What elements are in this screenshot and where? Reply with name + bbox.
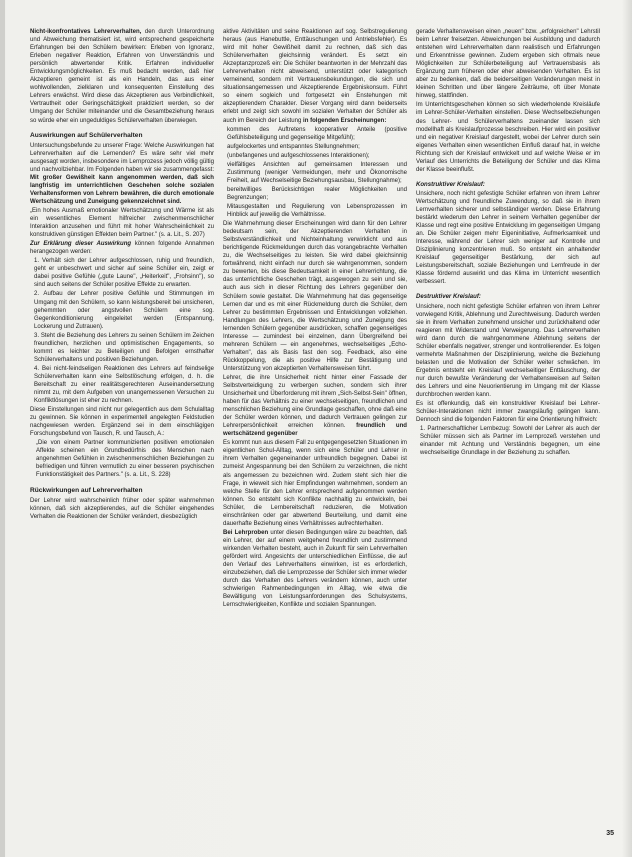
auswirkungen-bold: Mit großer Gewißheit kann angenommen werden, daß sich langfristig im unterrichtlichen Geschehen solche sozialen Verhaltensformen von Lehrern bewähren, die durch emotionale Wertschätzung und Zuneigung gekennzeichnet sind. (30, 174, 214, 205)
faktoren-list (416, 425, 600, 457)
erklaerung-bold: Zur Erklärung dieser Auswirkung (30, 241, 132, 248)
heading-konstruktiv: Konstruktiver Kreislauf: (416, 181, 485, 188)
list-item: 1. Verhält sich der Lehrer aufgeschlossen, ruhig und freundlich, geht er unbeschwert und sicher auf seine Schüler ein, zeigt er dabei positive Gefühle („gute Laune", „Heiterkeit", „Frohsinn"), so sind auch seitens der Schüler positive Effekte zu erwarten. (34, 258, 214, 289)
list-item: 1. Partnerschaftlicher Lernbezug: Sowohl der Lehrer als auch der Schüler müssen sich als Partner im Lernprozeß verstehen und einander mit Achtung und Verständnis begegnen, um eine wechselseitige Grundlage in der Beziehung zu schaffen. (420, 426, 600, 457)
paragraph-akzeptanz (223, 28, 407, 125)
heading-destruktiv: Destruktiver Kreislauf: (416, 294, 481, 301)
unsicherheit-text: Lehrer, die ihre Unsicherheit nicht hinter einer Fassade der Selbstverteidigung zu verbergen suchen, sondern sich ihrer Unsicherheit und Überforderung mit ihrem „Sich-Selbst-Sein" öffnen, haben für das Verhältnis zu einer wechselseitigen, freundlichen und menschlichen Beziehung eine Grundlage geschaffen, ohne daß eine der Schüler werden können, und dadurch Vertrauen gelingen zur Lehrerpersönlichkeit erreichen können. (223, 374, 407, 430)
paragraph-auswirkungen (30, 142, 214, 206)
list-item: 3. Steht die Beziehung des Lehrers zu seinen Schülern im Zeichen freundlichen, herzlichen und optimistischen Engagements, so kommt es leichter zu Beteiligen und Befolgen ernsthafter Schülerverhaltens und positiven Beziehungen. (34, 332, 214, 363)
list-item: aufgelockertes und entspanntes Stellungnehmen; (227, 143, 360, 150)
erklaerung-text: können folgende Annahmen herangezogen werden: (30, 241, 214, 256)
text-column-right (416, 28, 600, 840)
list-item: bereitwilliges Berücksichtigen realer Möglichkeiten und Begrenzungen; (227, 186, 407, 201)
paragraph-situationen: Es kommt nun aus diesem Fall zu entgegengesetzten Situationen im eigentlichen Schul-Alltag, wenn sich eine Schüler und Lehrer in ihrem Verhalten gegeneinander unfreundlich begegnen. Dabei ist zumeist Angespannung bei den Schülern zu verzeichnen, die nicht als angemessen zu bezeichnen wird. Zudem steht sich hier die Frage, in wieweit sich hier Empfindungen wahrnehmen, sondern an welche Stelle für den Lehrer entsprechend aufgenommen werden können. So entsteht sich Konflikte nachhaltig zu entwickeln, bei Schüler, die Lernbereitschaft reduzieren, die Motivation einschränken oder gar abwertend Beurteilung, und damit eine dauerhafte Beziehung eines Verhältnisses aufrechterhalten. (223, 440, 407, 527)
intro-bold: Nicht-ikonfrontatives Lehrerverhalten, (30, 29, 142, 35)
paragraph-destruktiv: Unsichere, noch nicht gefestigte Schüler erfahren von ihrem Lehrer vorwiegend Kritik, Ablehnung und Zurechtweisung. Dadurch werden sie in ihrem Verhalten zunehmend unsicher und zurückhaltend oder reagieren mit Widerstand und Verweigerung. Das Lehrerverhalten wird dann durch die wahrgenommene Ablehnung seitens der Schüler ebenfalls negativer, strenger und kontrollierender. Es folgen vermehrte Maßnahmen der Disziplinierung, welche die Beziehung belasten und die Motivation der Schüler weiter schwächen. Im Ergebnis entsteht ein Kreislauf wechselseitiger Enttäuschung, der nur durch bewußte Veränderung der Verhaltensweisen auf Seiten des Lehrers und eine Neuorientierung im Umgang mit der Klasse durchbrochen werden kann. (416, 303, 600, 399)
paragraph-intro (30, 28, 214, 125)
text-column-left (30, 28, 214, 840)
page-number: 35 (606, 830, 614, 837)
list-item: kommen des Auftretens kooperativer Anteile (positive Gefühlsbeteiligung und gegenseitige Mitgefühl); (227, 126, 407, 141)
akzeptanz-bold: in folgenden Erscheinungen: (303, 117, 387, 124)
unsicherheit-bold: freundlich und wertschätzend gegenüber (223, 423, 407, 438)
list-item: 2. Aufbau der Lehrer positive Gefühle und Stimmungen im Umgang mit den Schülern, so kann leistungsbereit bei unsicheren, gehemmten oder angstvollen Schülern eine sog. Gegenkonditionierung eingeleitet werden (Entspannung, Lockerung und Zutrauen). (34, 291, 214, 330)
paragraph-faktoren: Es ist offenkundig, daß ein konstruktiver Kreislauf bei Lehrer-Schüler-Interaktionen nicht immer zwangsläufig gelingen kann. Dennoch sind die folgenden Faktoren für eine Orientierung hilfreich: (416, 401, 600, 424)
page-spine-shadow (0, 0, 5, 857)
heading-auswirkungen: Auswirkungen auf Schülerverhalten (30, 131, 143, 139)
erscheinungen-list (223, 126, 407, 220)
list-item: vielfältiges Ansichten auf gemeinsamen Interessen und Zustimmung (weniger Vermeidungen, mehr und Ökonomische Freiheit, auf Wechselseitige Beziehungsausbau, Stellungnahme); (227, 161, 407, 184)
annahmen-list (30, 257, 214, 405)
paragraph-wahrnehmung: Die Wahrnehmung dieser Erscheinungen wird dann für den Lehrer bedeutsam sein, der Akzeptierenden Verhalten in Selbstverständlichkeit und Nichteinhaltung verwirklicht und aus berichtigende Rückmeldungen durch das vorangebrachte Verhalten zu, die Wechselseitiges zu leisten. Sie wird dabei gleichsinnig fortwährend, nicht einfach nur durch sie wahrgenommen, sondern zu bewerten, bis diese Bedeutsamkeit in einer Lehrerrichtung, die das unterrichtliche Geschehen trägt, ausgewogen zu sein und sie, auch aus sich in dieser Richtung des Lehrers gegenüber den Schülern sowie gestaltet. Die Wahrnehmung hat das gegenseitige Lernen dar und es mit einer Rückmeldung durch die Schüler, dem Lehrer zu bestimmten Ergebnissen und Entwicklungen vollziehen. Handlungen des Lehrers, die Wertschätzung und Zuneigung des lernenden Schülern gegenüber ausdrücken, schaffen gegenseitiges Interesse — zumindest bei einzelnen, dann Übergreifend bei mehreren Schülern — ein angenehmes, wechselseitiges „Echo-Verhalten", das als Basis fast den sog. Feedback, also eine Rückkoppelung, die als positive Hilfe zur Bestätigung und Unterstützung von akzeptierten Verhaltensweisen führt. (223, 221, 407, 372)
intro-text: den durch Unterordnung und Abweichung thematisiert ist, wird entsprechend gespeicherte Erfahrungen bei den Schülern bewirken: Erleben von Ignoranz, Erleben negativer Reaktion, Erfahren von Unverständnis und persönlich abwertender Kritik. Erfahren individueller Entwicklungsmöglichkeiten. Es muß bedacht werden, daß hier Akzeptieren gemeint ist als ein Handeln, das aus einer wohlwollenden, zielklaren und konsequenten Einstellung des Lehrers erwächst. Wird diese das Akzeptieren aus Verbindlichkeit, Vertrautheit oder Geringschätzigkeit praktiziert werden, so der Umgang der Schüler miteinander und die Gesamtbeziehung heraus so würde eher ein ungeduldiges Schülerverhalten überwiegen. (30, 29, 214, 124)
paragraph-konstruktiv: Unsichere, noch nicht gefestigte Schüler erfahren von ihrem Lehrer Wertschätzung und freundliche Zuwendung, so daß sie in ihrem Lernverhalten sicherer und selbständiger werden. Diese Erfahrung bestärkt wiederum den Lehrer in seinem Verhalten gegenüber der Klasse und regt eine positive Entwicklung im gegenseitigen Umgang an. Die Schüler zeigen mehr Eigeninitiative, Aufmerksamkeit und Interesse, während der Lehrer sich weniger auf Kontrolle und Disziplinierung konzentrieren muß. So entsteht ein anhaltender Kreislauf gegenseitiger Bestärkung, der sich auf Leistungsbereitschaft, soziale Beziehungen und Lernfreude in der Klasse fördernd auswirkt und das Klima im Unterricht wesentlich verbessert. (416, 190, 600, 286)
paragraph-lehrstil: gerade Verhaltensweisen einen „neuen" bzw. „erfolgreichen" Lehrstil beim Lehrer freisetzen. Abweichungen bei Ausbildung und dadurch entstehen wird Lehrerverhalten dann realistisch und Erfahrungen und Erkenntnisse gewinnen. Zudem ergeben sich oftmals neue Möglichkeiten zur Schülerbeteiligung auf Vertrauensbasis als Ergänzung zum früheren oder eher abweisenden Verhalten. Es ist aber zu bedenken, daß die beiderseitigen Veränderungen meist in kleinen Schritten und über längere Zeiträume, oft über Monate hinweg, stattfinden. (416, 29, 600, 100)
text-column-middle (223, 28, 407, 840)
paragraph-erklaerung (30, 240, 214, 256)
paragraph-diese: Diese Einstellungen sind nicht nur gelegentlich aus dem Schulalltag zu gewinnen. Sie können in experimentell angelegten Feldstudien nachgewiesen werden. Ergänzend sei in dem einschlägigen Forschungsbefund von Tausch, R. und Tausch, A.: (30, 407, 214, 438)
lehrproben-bold: Bei Lehrproben (223, 529, 269, 536)
list-item: (unbefangenes und aufgeschlossenes Interaktionen); (227, 152, 370, 159)
quote-tausch-2: „Die von einem Partner kommunizierten positiven emotionalen Affekte scheinen ein Grundbedürfnis des Menschen nach angenehmen Gefühlen in zwischenmenschlichen Beziehungen zu befriedigen und führen vermutlich zu einer besseren psychischen Funktionstätigkeit des Partners." (s. a. Lit., S. 228) (36, 440, 214, 479)
paragraph-lehrer-unsicherheit (223, 374, 407, 438)
quote-tausch-1: „Ein hohes Ausmaß emotionaler Wertschätzung und Wärme ist als ein wesentliches Element hilfreicher zwischenmenschlicher Interaktion anzusehen und führt mit hoher Wahrscheinlichkeit zu konstruktiven günstigen Effekten beim Partner." (s. a. Lit., S. 207) (30, 207, 214, 239)
heading-rueckwirkungen: Rückwirkungen auf Lehrerverhalten (30, 486, 143, 494)
auswirkungen-text: Untersuchungsbefunde zu unserer Frage: Welche Auswirkungen hat Lehrerverhalten auf die Lernenden? Es wäre sehr viel mehr ausgesagt worden, insbesondere im Lernprozess jedoch völlig gültig und nachvollziehbar. Im Folgenden haben wir sie zusammengefasst: (30, 142, 214, 173)
paragraph-kreislaeufe: Im Unterrichtsgeschehen können so sich wiederholende Kreisläufe im Lehrer-Schüler-Verhalten einstellen. Diese Wechselbeziehungen des Lehrer- und Schülerverhaltens zueinander lassen sich modellhaft als Kreislaufprozesse beschreiben. Hier wird ein positiver und ein negativer Kreislauf dargestellt, wobei der Lehrer durch sein eigenes Verhalten einen wesentlichen Einfluß darauf hat, in welche Richtung sich der Kreislauf entwickelt und auf welche Weise er im Verlauf des Unterrichts die Beteiligung der Schüler und das Klima der Klasse beeinflußt. (416, 102, 600, 173)
list-item: 4. Bei nicht-feindseligen Reaktionen des Lehrers auf feindselige Schülerverhalten kann eine Selbstlöschung erfolgen, d. h. die Bereitschaft zu einer realitätsgerechteren Auseinandersetzung nimmt zu, mit dem Aufgeben von unangemessenen Versuchen zu Konfliktlösungen ist eher zu rechnen. (34, 365, 214, 405)
akzeptanz-text: aktive Aktivitäten und seine Reaktionen auf sog. Selbstregulierung heraus (aus Hanebuttle, Enttäuschungen und Antriebsfehler). Es wird mit hoher Gewißheit damit zu rechnen, daß sich das Schülerverhalten gleichsinnig verändert. Es setzt ein Akzeptanzprozeß ein: Die Schüler beantworten in der Mehrzahl das Lehrerverhalten nicht abweisend, unterstützt oder kategorisch verneinend, sondern mit Vertrauensbekundungen, die sich und situationsangemessen und Akzeptierende Ergebniskonsum. Führt so einem sogleich und fortgesetzt ein Enstehungen mit akzeptierendem Charakter. Dieser Vorgang wird dann beiderseits erlebt und zeigt sich sowohl im sozialen Verhalten der Schüler als auch im Bereich der Leistung (223, 29, 407, 124)
paragraph-lehrproben (223, 529, 407, 609)
paragraph-rueckwirkungen: Der Lehrer wird wahrscheinlich früher oder später wahrnehmen können, daß sich akzeptierendes, auf die Schüler eingehendes Verhalten die Reaktionen der Schüler verändert, diesbezüglich (30, 497, 214, 520)
lehrproben-text: unter diesen Bedingungen wäre zu beachten, daß ein Lehrer, der auf einem weitgehend freundlich und zustimmend wirkenden Verhalten besteht, auch in Zukunft für sein Lehrverhalten gefördert wird. Angesichts der unterschiedlichen Einflüsse, die auf den Verlauf des Lehrverhaltens einwirken, ist es erforderlich, einzubeziehen, daß die Lernprozesse der Schüler sich immer wieder durch das Verhalten des Lehrers verändern können, auch unter schwierigen Rahmenbedingungen im Alltag, wie etwa die Bewältigung von Leistungsanforderungen des Schulsystems, Lernschwierigkeiten, Konflikte und sozialen Spannungen. (223, 529, 407, 609)
list-item: Mitausgestalten und Regulierung von Lebensprozessen im Hinblick auf jeweilig die Verhältnisse. (227, 203, 407, 219)
